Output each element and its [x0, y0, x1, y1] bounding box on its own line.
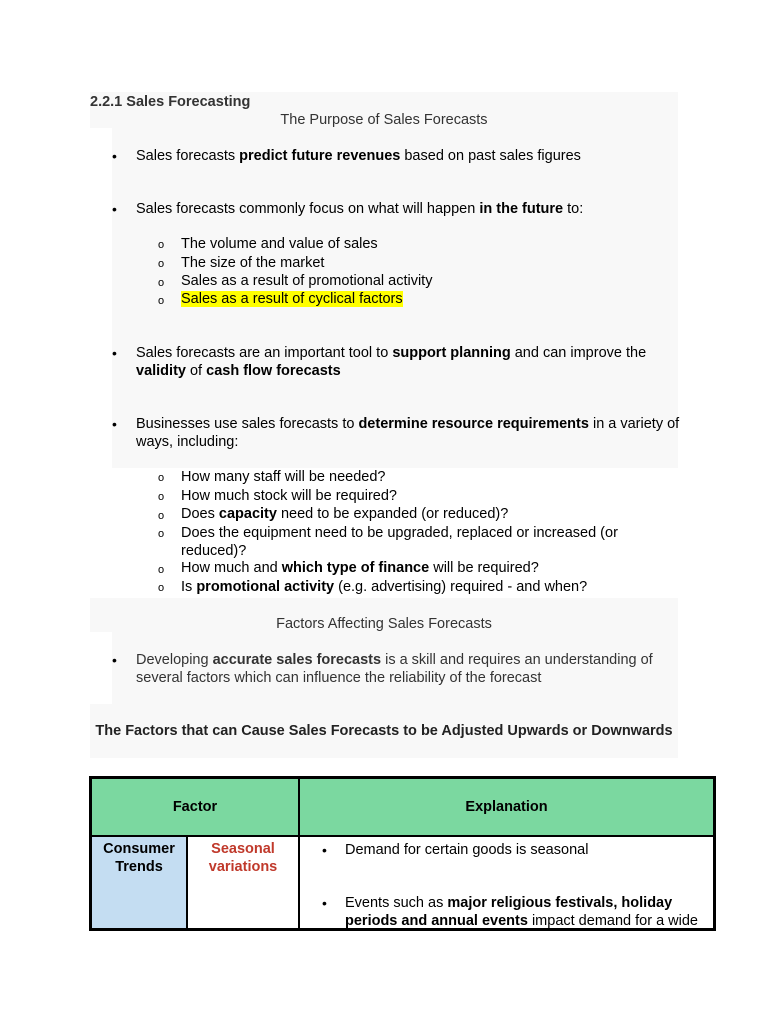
focus-item: The size of the market [181, 255, 325, 271]
purpose-title: The Purpose of Sales Forecasts [280, 112, 488, 128]
bullet-planning: Sales forecasts are an important tool to support planning and can improve the validity of cash flow forecasts [136, 345, 647, 379]
bullet-focus: Sales forecasts commonly focus on what will happen in the future to: [136, 201, 584, 217]
focus-item: Sales as a result of promotional activity [181, 273, 433, 289]
header-explanation: Explanation [299, 778, 714, 836]
bullet-predict: Sales forecasts predict future revenues based on past sales figures [136, 148, 581, 164]
sub-bullet: o [158, 510, 165, 522]
bullet-dot: • [322, 842, 327, 858]
bullet-dot: • [322, 895, 327, 911]
bullet-dot: • [112, 416, 117, 432]
factor-category: Consumer Trends [91, 836, 187, 929]
explanation-item: Demand for certain goods is seasonal [345, 842, 589, 858]
explanation-item: Events such as major religious festivals, holiday periods and annual events impact demand for a wide [345, 895, 698, 929]
explanation-list [300, 837, 713, 929]
sub-bullet: o [158, 564, 165, 576]
sub-bullet: o [158, 239, 165, 251]
table-title: The Factors that can Cause Sales Forecasts to be Adjusted Upwards or Downwards [95, 723, 673, 739]
table-header-row [91, 778, 714, 836]
focus-item: The volume and value of sales [181, 236, 378, 252]
bullet-dot: • [112, 148, 117, 164]
sub-bullet: o [158, 491, 165, 503]
sub-bullet: o [158, 295, 165, 307]
header-factor: Factor [91, 778, 299, 836]
bullet-dot: • [112, 652, 117, 668]
factor-subfactor: Seasonal variations [187, 836, 299, 929]
highlight: Sales as a result of cyclical factors [181, 291, 403, 307]
factors-title: Factors Affecting Sales Forecasts [276, 616, 492, 632]
bullet-accurate: Developing accurate sales forecasts is a skill and requires an understanding of several factors which can influence the reliability of the forecast [136, 652, 653, 686]
focus-item-highlighted [181, 290, 656, 308]
sub-bullet: o [158, 582, 165, 594]
resource-item: Does the equipment need to be upgraded, replaced or increased (or reduced)? [181, 525, 618, 559]
sub-bullet: o [158, 472, 165, 484]
bullet-resources: Businesses use sales forecasts to determine resource requirements in a variety of ways, including: [136, 416, 680, 450]
factors-table [89, 776, 716, 931]
sub-bullet: o [158, 277, 165, 289]
sub-bullet: o [158, 258, 165, 270]
resource-item: How many staff will be needed? [181, 469, 386, 485]
sub-bullet: o [158, 528, 165, 540]
resource-item: Does capacity need to be expanded (or reduced)? [181, 506, 509, 522]
resource-item: How much stock will be required? [181, 488, 397, 504]
bullet-dot: • [112, 201, 117, 217]
section-heading: 2.2.1 Sales Forecasting [90, 94, 251, 110]
resource-item: Is promotional activity (e.g. advertising) required - and when? [181, 579, 588, 595]
table-row [91, 836, 714, 929]
resource-item: How much and which type of finance will be required? [181, 560, 539, 576]
bullet-dot: • [112, 345, 117, 361]
explanation-cell [299, 836, 714, 929]
